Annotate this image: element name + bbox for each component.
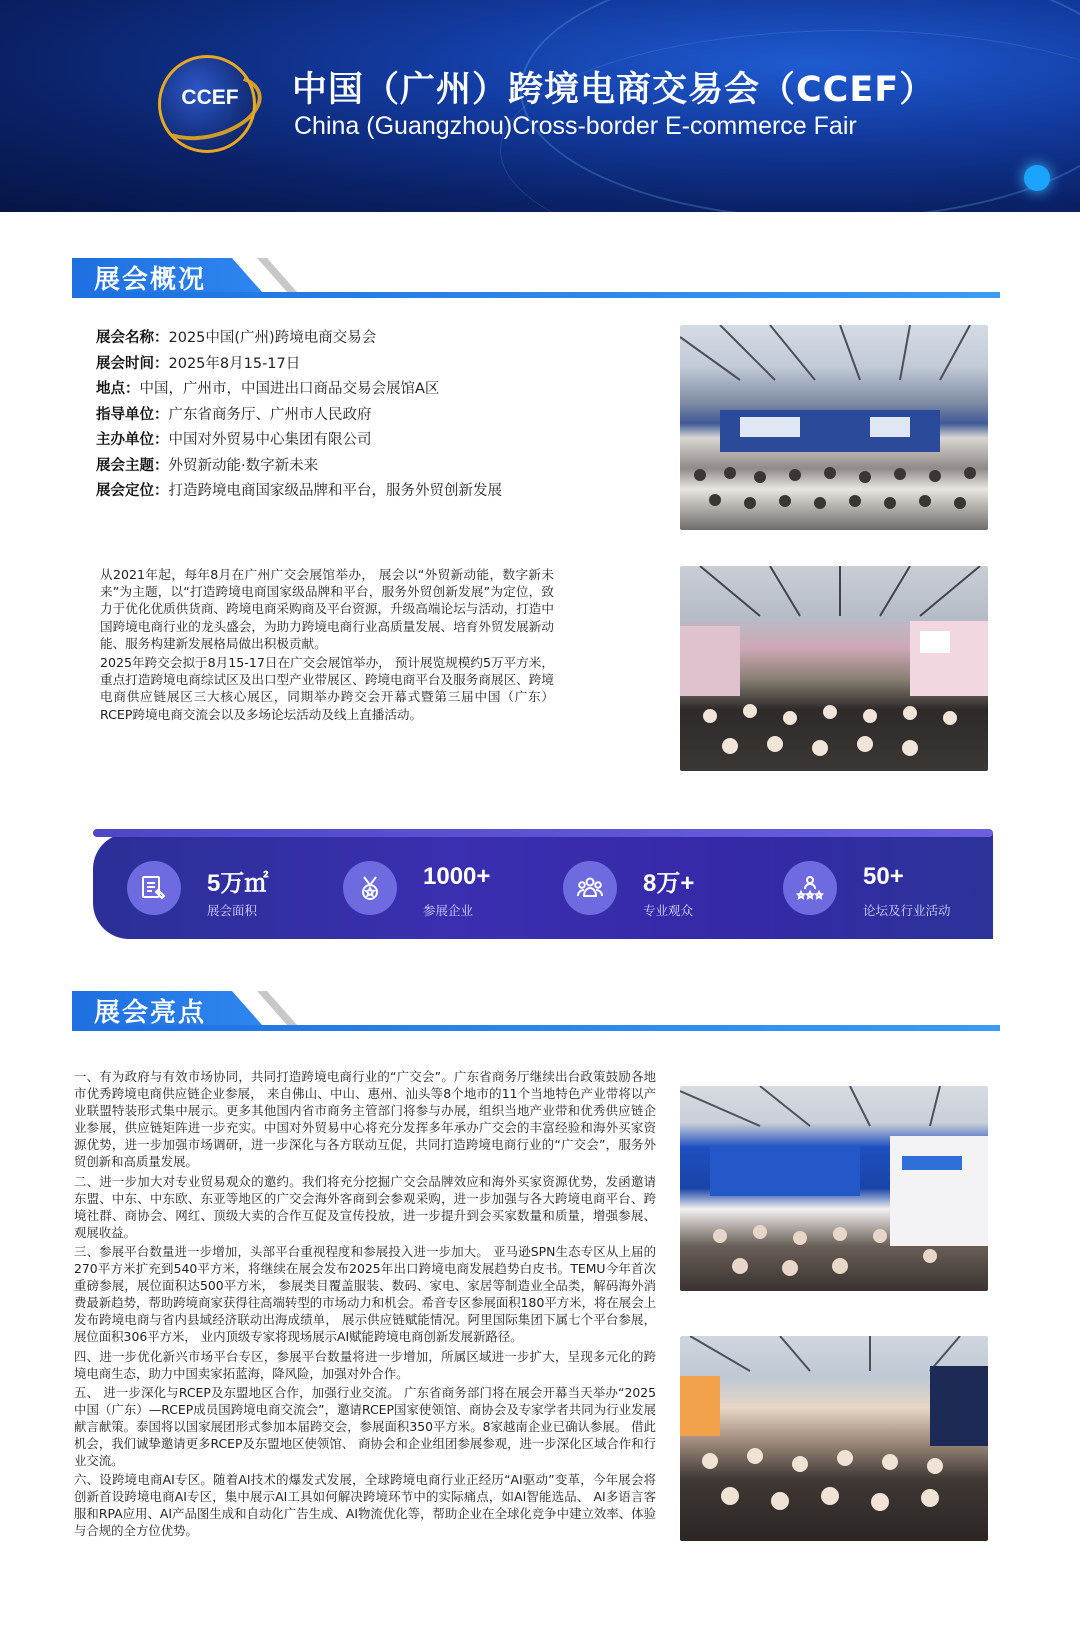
info-row: 展会主题：外贸新动能·数字新未来 (96, 457, 319, 474)
info-row: 展会定位：打造跨境电商国家级品牌和平台，服务外贸创新发展 (96, 483, 502, 499)
stat-caption: 展会面积 (207, 903, 258, 918)
header-banner (0, 0, 1080, 212)
ccef-logo (158, 55, 256, 153)
photo-visitor-crowd (680, 1336, 988, 1541)
paragraph: 三、参展平台数量进一步增加，头部平台重视程度和参展投入进一步加大。 亚马逊SPN生态专区从上届的270平方米扩充到540平方米，将继续在展会发布2025年出口跨境电商发展趋势白皮书。TEMU今年首次重磅参展，展位面积达500平方米， 参展类目覆盖服装、数码、家电、家居等制造业全品类，解码海外消费最新趋势，帮助跨境商家获得往高端转型的市场动力和机会。希音专区参展面积180平方米，将在展会上发布跨境电商与省内县域经济联动出海成绩单， 展示供应链赋能情况。阿里国际集团下属七个平台参展，展位面积306平方米， 业内顶级专家将现场展示AI赋能跨境电商创新发展新路径。 (74, 1243, 656, 1345)
photo-sketch (680, 1086, 988, 1291)
medal-icon (343, 861, 397, 915)
info-row: 指导单位：广东省商务厅、广州市人民政府 (96, 406, 372, 423)
paragraph: 二、进一步加大对专业贸易观众的邀约。我们将充分挖掘广交会品牌效应和海外买家资源优势，发函邀请东盟、中东、中东欧、东亚等地区的广交会海外客商到会参观采购，进一步加强与各大跨境电商平台、跨境社群、商协会、网红、顶级大卖的合作互促及宣传投放，进一步提升到会买家数量和质量，增强参展、观展收益。 (74, 1173, 656, 1240)
stat-caption: 论坛及行业活动 (863, 903, 951, 918)
stat-number: 1000+ (423, 863, 491, 890)
photo-crowded-hall (680, 566, 988, 771)
stat-number: 5万㎡ (207, 870, 269, 897)
section-header-overview (72, 258, 1000, 298)
title-english: China (Guangzhou)Cross-border E-commerce Fair (294, 112, 857, 140)
stat-number: 8万+ (643, 870, 695, 897)
forum-stars-icon (783, 861, 837, 915)
info-row: 主办单位：中国对外贸易中心集团有限公司 (96, 432, 372, 448)
stats-band (93, 833, 993, 939)
stat-caption: 专业观众 (643, 903, 694, 918)
info-row: 展会时间：2025年8月15-17日 (96, 355, 301, 372)
section-header-highlights (72, 991, 1000, 1031)
highlights-text (74, 1068, 656, 1542)
photo-sketch (680, 1336, 988, 1541)
paragraph: 六、设跨境电商AI专区。随着AI技术的爆发式发展，全球跨境电商行业正经历“AI驱动”变革，今年展会将创新首设跨境电商AI专区，集中展示AI工具如何解决跨境环节中的实际痛点，如AI智能选品、 AI多语言客服和RPA应用、AI产品图生成和自动化广告生成、AI物流优化等，帮助企业在全球化竞争中建立效率、体验与合规的全方位优势。 (74, 1472, 656, 1539)
photo-conference-hall (680, 325, 988, 530)
info-row: 展会名称：2025中国(广州)跨境电商交易会 (96, 330, 377, 346)
stat-number: 50+ (863, 863, 904, 890)
paragraph: 从2021年起，每年8月在广州广交会展馆举办， 展会以“外贸新动能，数字新未来”为主题，以“打造跨境电商国家级品牌和平台，服务外贸创新发展”为定位，致力于优化优质供货商、跨境电商采购商及平台资源，升级高端论坛与活动，打造中国跨境电商行业的龙头盛会，为助力跨境电商行业高质量发展、培育外贸发展新动能、服务构建新发展格局做出积极贡献。 (100, 567, 554, 651)
overview-text (100, 566, 554, 725)
banner-dot (1024, 165, 1050, 191)
section-title: 展会概况 (94, 265, 207, 295)
paragraph: 一、有为政府与有效市场协同，共同打造跨境电商行业的“广交会”。广东省商务厅继续出台政策鼓励各地市优秀跨境电商供应链企业参展， 来自佛山、中山、惠州、汕头等8个地市的11个当地特色产业带将以产业联盟特装形式集中展示。更多其他国内省市商务主管部门将参与办展，组织当地产业带和优秀供应链企业参展，供应链矩阵进一步充实。中国对外贸易中心将充分发挥多年承办广交会的丰富经验和海外买家资源优势，进一步加强市场调研，进一步深化与各方联动互促，共同打造跨境电商行业的“广交会”，服务外贸创新和高质量发展。 (74, 1069, 656, 1170)
paragraph: 五、 进一步深化与RCEP及东盟地区合作，加强行业交流。 广东省商务部门将在展会开幕当天举办“2025中国（广东）—RCEP成员国跨境电商交流会”，邀请RCEP国家使领馆、商协会及专家学者共同为行业发展献言献策。泰国将以国家展团形式参加本届跨交会，参展面积350平方米。8家越南企业已确认参展。 借此机会，我们诚挚邀请更多RCEP及东盟地区使领馆、 商协会和企业组团参展参观，进一步深化区域合作和行业交流。 (74, 1384, 656, 1469)
photo-sketch (680, 325, 988, 530)
exhibition-area-icon (127, 861, 181, 915)
photo-sketch (680, 566, 988, 771)
logo-text: CCEF (181, 86, 239, 109)
audience-group-icon (563, 861, 617, 915)
info-row: 地点：中国，广州市，中国进出口商品交易会展馆A区 (96, 381, 440, 397)
paragraph: 四、进一步优化新兴市场平台专区，参展平台数量将进一步增加，所属区域进一步扩大，呈现多元化的跨境电商生态，助力中国卖家拓蓝海，降风险，加强对外合作。 (74, 1348, 656, 1381)
stat-caption: 参展企业 (423, 903, 474, 918)
photo-exhibition-booth (680, 1086, 988, 1291)
title-chinese: 中国（广州）跨境电商交易会（CCEF） (292, 70, 936, 110)
section-title: 展会亮点 (94, 998, 207, 1028)
paragraph: 2025年跨交会拟于8月15-17日在广交会展馆举办， 预计展览规模约5万平方米，重点打造跨境电商综试区及出口型产业带展区、跨境电商平台及服务商展区、跨境电商供应链展区三大核心展区，同期举办跨交会开幕式暨第三届中国（广东）RCEP跨境电商交流会以及多场论坛活动及线上直播活动。 (100, 655, 554, 722)
fair-info-list (96, 326, 502, 505)
